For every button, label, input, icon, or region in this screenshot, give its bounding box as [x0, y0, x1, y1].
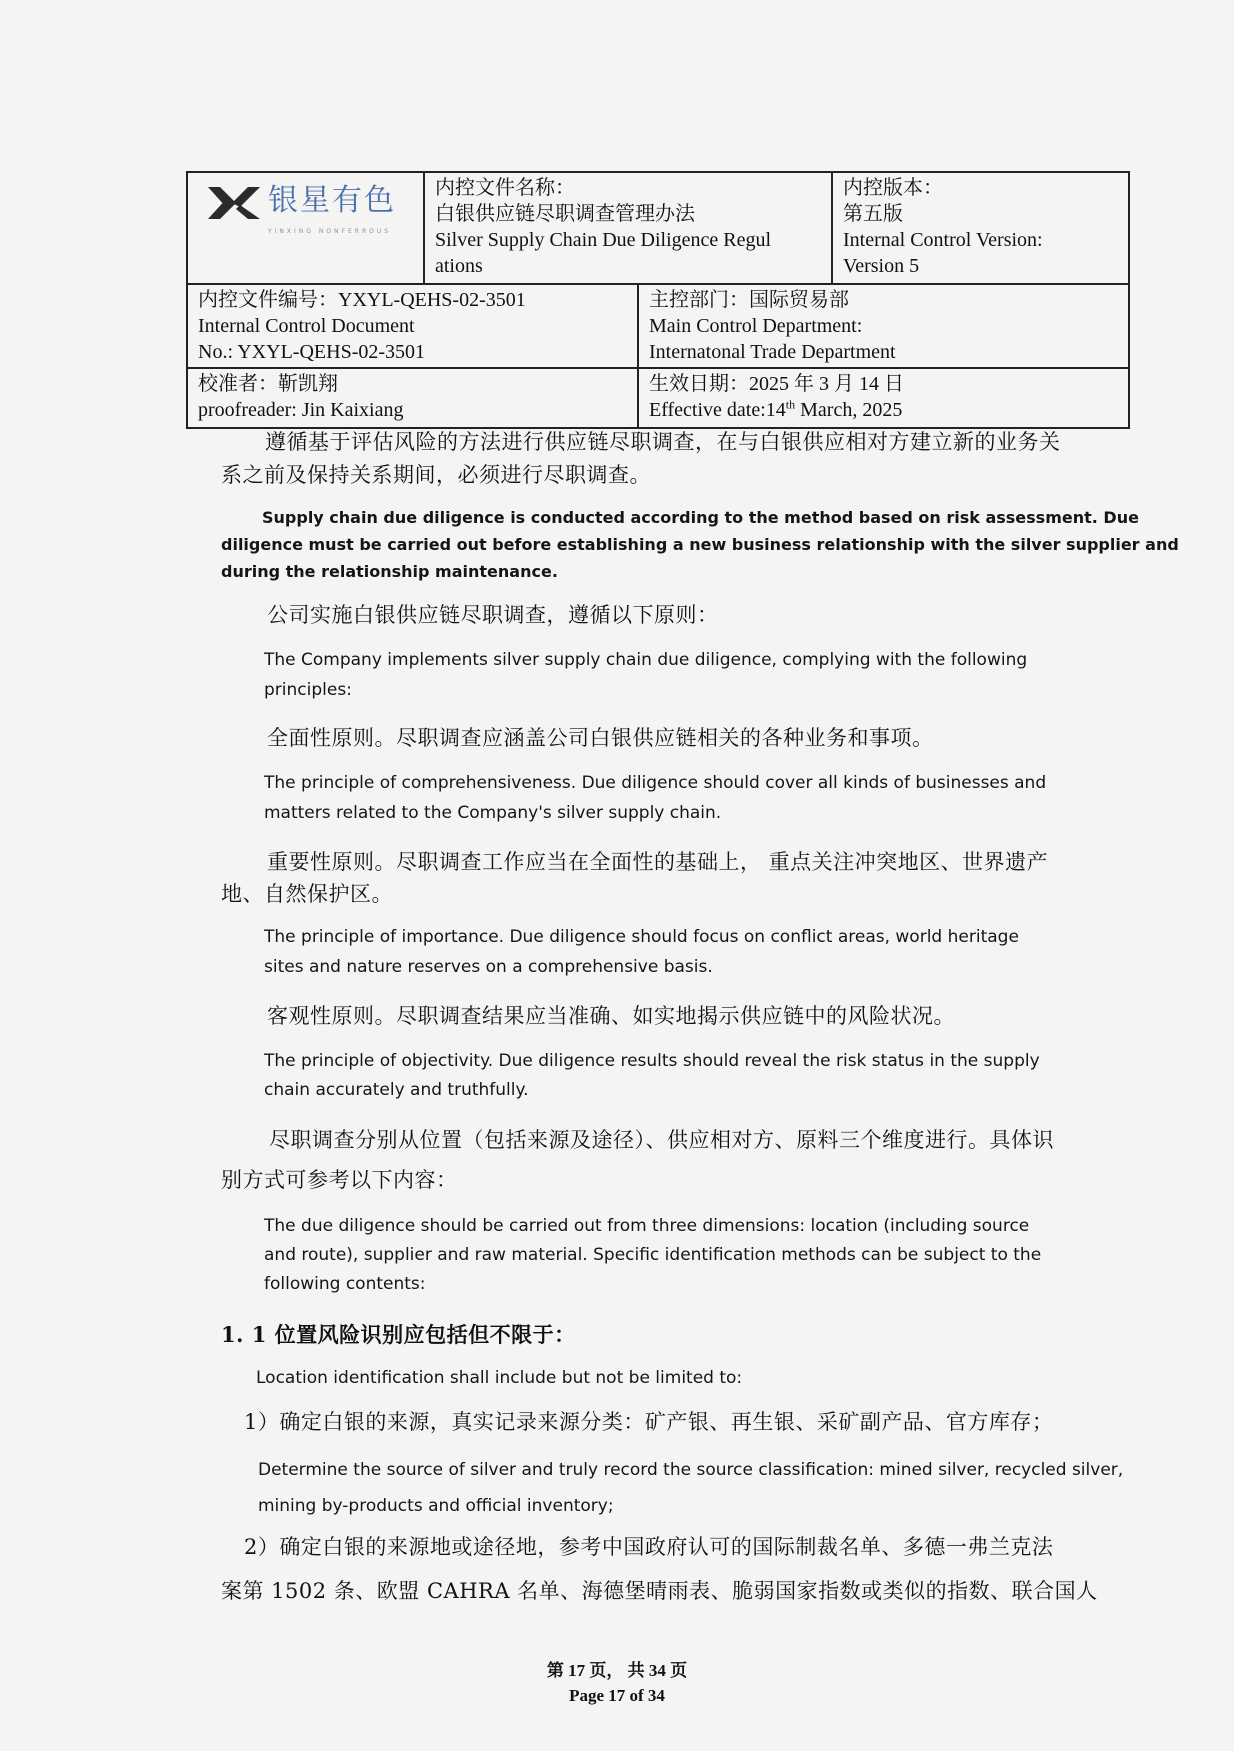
- header-row-docno: [188, 285, 1128, 369]
- header-row-proof: [188, 369, 1128, 427]
- p1-en-line-2: diligence must be carried out before establishing a new business relationship with the silver supplier and: [221, 535, 1179, 554]
- doc-name-cn: 白银供应链尽职调查管理办法: [435, 203, 695, 225]
- p1-cn-line-1: 遵循基于评估风险的方法进行供应链尽职调查，在与白银供应相对方建立新的业务关: [265, 430, 1061, 454]
- p4-en-line-1: The principle of importance. Due diligence should focus on conflict areas, world heritage: [264, 927, 1019, 947]
- item-1-cn: 1）确定白银的来源，真实记录来源分类：矿产银、再生银、采矿副产品、官方库存；: [244, 1410, 1054, 1434]
- page-number-cn: 第 17 页， 共 34 页: [546, 1661, 688, 1680]
- effective-date-cell: [637, 369, 1128, 427]
- p6-cn-line-1: 尽职调查分别从位置（包括来源及途径）、供应相对方、原料三个维度进行。具体识: [269, 1128, 1054, 1152]
- doc-name-cell: [423, 173, 831, 283]
- item-2-cn-line-1: 2）确定白银的来源地或途径地，参考中国政府认可的国际制裁名单、多德一弗兰克法: [244, 1535, 1054, 1559]
- version-cn: 第五版: [843, 203, 903, 225]
- doc-name-label: 内控文件名称：: [435, 177, 575, 199]
- p2-en-line-1: The Company implements silver supply chain due diligence, complying with the following: [264, 650, 1028, 670]
- p3-cn: 全面性原则。尽职调查应涵盖公司白银供应链相关的各种业务和事项。: [267, 726, 934, 750]
- p2-en-line-2: principles:: [264, 680, 352, 700]
- p4-cn-line-2: 地、自然保护区。: [221, 882, 393, 906]
- item-2-cn-line-2: 案第 1502 条、欧盟 CAHRA 名单、海德堡晴雨表、脆弱国家指数或类似的指数、联合国人: [221, 1579, 1098, 1603]
- p3-en-line-1: The principle of comprehensiveness. Due diligence should cover all kinds of businesses and: [264, 773, 1047, 793]
- p6-en-line-1: The due diligence should be carried out from three dimensions: location (including source: [264, 1216, 1030, 1236]
- proof-en: proofreader: Jin Kaixiang: [198, 399, 404, 421]
- doc-name-en-2: ations: [435, 255, 483, 277]
- p5-cn: 客观性原则。尽职调查结果应当准确、如实地揭示供应链中的风险状况。: [267, 1004, 955, 1028]
- dept-cn: 主控部门：国际贸易部: [649, 289, 849, 311]
- version-en-label: Internal Control Version:: [843, 229, 1043, 251]
- version-label: 内控版本：: [843, 177, 943, 199]
- logo-text-en: YINXING NONFERROUS: [268, 228, 392, 235]
- section-1-1-heading-en: Location identification shall include but not be limited to:: [256, 1368, 743, 1388]
- version-en: Version 5: [843, 255, 920, 277]
- page-number-en: Page 17 of 34: [569, 1686, 665, 1705]
- p1-en-line-1: Supply chain due diligence is conducted according to the method based on risk assessment. Due: [262, 508, 1139, 527]
- proof-cn: 校准者：靳凯翔: [198, 373, 338, 395]
- p1-cn-line-2: 系之前及保持关系期间，必须进行尽职调查。: [221, 463, 651, 487]
- effective-en-suffix: March, 2025: [795, 399, 903, 421]
- dept-en-2: Internatonal Trade Department: [649, 341, 896, 363]
- doc-no-en-2: No.: YXYL-QEHS-02-3501: [198, 341, 426, 363]
- p1-en-line-3: during the relationship maintenance.: [221, 562, 558, 581]
- effective-en-sup: th: [785, 397, 796, 412]
- company-logo-icon: [206, 183, 262, 223]
- p2-cn: 公司实施白银供应链尽职调查，遵循以下原则：: [267, 603, 719, 627]
- p5-en-line-2: chain accurately and truthfully.: [264, 1080, 529, 1100]
- dept-en-1: Main Control Department:: [649, 315, 863, 337]
- header-table: [186, 171, 1130, 429]
- p6-cn-line-2: 别方式可参考以下内容：: [221, 1168, 458, 1192]
- section-1-1-heading-cn: 1. 1 位置风险识别应包括但不限于：: [221, 1322, 576, 1347]
- version-cell: [831, 173, 1128, 283]
- logo-cell: [188, 173, 423, 283]
- p4-cn-line-1: 重要性原则。尽职调查工作应当在全面性的基础上， 重点关注冲突地区、世界遗产: [267, 850, 1049, 874]
- doc-name-en-1: Silver Supply Chain Due Diligence Regul: [435, 229, 772, 251]
- effective-cn: 生效日期：2025 年 3 月 14 日: [649, 373, 904, 395]
- proofreader-cell: [188, 369, 637, 427]
- doc-no-cn: 内控文件编号：YXYL-QEHS-02-3501: [198, 289, 526, 311]
- department-cell: [637, 285, 1128, 367]
- p5-en-line-1: The principle of objectivity. Due diligence results should reveal the risk status in the supply: [264, 1051, 1040, 1071]
- doc-no-en-1: Internal Control Document: [198, 315, 415, 337]
- effective-en: [649, 397, 1118, 423]
- item-1-en-line-2: mining by-products and official inventory;: [258, 1496, 614, 1516]
- p4-en-line-2: sites and nature reserves on a comprehensive basis.: [264, 957, 713, 977]
- p6-en-line-2: and route), supplier and raw material. Specific identification methods can be subject to the: [264, 1245, 1042, 1265]
- p6-en-line-3: following contents:: [264, 1274, 426, 1294]
- p3-en-line-2: matters related to the Company's silver supply chain.: [264, 803, 722, 823]
- doc-no-cell: [188, 285, 637, 367]
- effective-en-prefix: Effective date:14: [649, 399, 786, 421]
- logo-text: [268, 183, 396, 245]
- item-1-en-line-1: Determine the source of silver and truly record the source classification: mined silver, recycled silver,: [258, 1460, 1124, 1480]
- logo-text-cn: 银星有色: [268, 183, 396, 218]
- header-row-title: [188, 173, 1128, 285]
